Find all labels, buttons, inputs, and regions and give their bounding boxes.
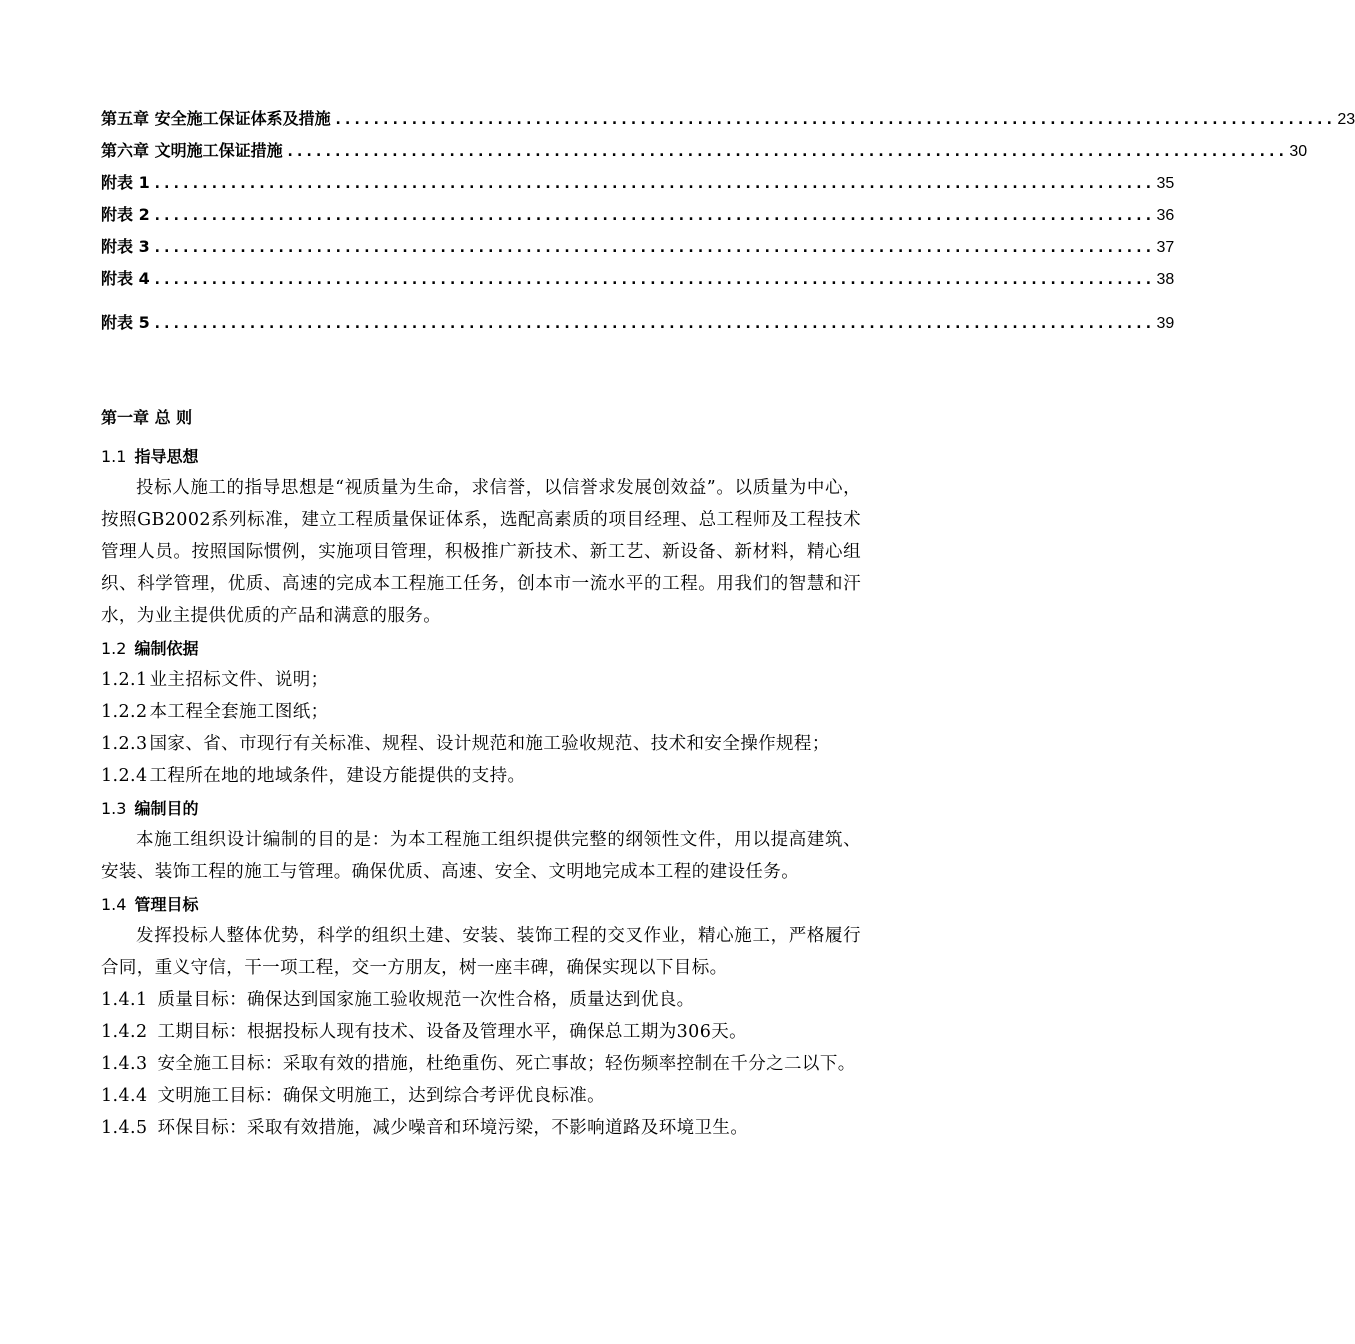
toc-entry[interactable] xyxy=(101,170,1175,202)
item-number: 1.2.2 xyxy=(101,702,148,722)
section-heading xyxy=(101,442,861,472)
list-item xyxy=(101,728,861,760)
toc-leader-dots: ......................................................................................................... xyxy=(152,238,1154,256)
item-number: 1.4.5 xyxy=(101,1118,148,1138)
toc-entry-page: 36 xyxy=(1156,207,1175,224)
item-text: 工期目标：根据投标人现有技术、设备及管理水平，确保总工期为306天。 xyxy=(157,1022,748,1042)
item-text: 文明施工目标：确保文明施工，达到综合考评优良标准。 xyxy=(157,1086,606,1106)
item-number: 1.4.2 xyxy=(101,1022,148,1042)
toc-entry-title: 附表 5 xyxy=(101,313,150,332)
list-item xyxy=(101,1016,861,1048)
table-of-contents xyxy=(101,106,1355,342)
toc-leader-dots: ......................................................................................................... xyxy=(285,142,1287,160)
toc-leader-dots: ......................................................................................................... xyxy=(152,314,1154,332)
toc-entry-page: 23 xyxy=(1337,111,1355,128)
list-item xyxy=(101,1048,861,1080)
list-item xyxy=(101,760,861,792)
section-heading xyxy=(101,890,861,920)
section-title: 编制目的 xyxy=(134,799,199,818)
toc-entry[interactable] xyxy=(101,310,1175,342)
section-title: 指导思想 xyxy=(134,447,199,466)
toc-entry[interactable] xyxy=(101,234,1175,266)
list-item xyxy=(101,984,861,1016)
toc-entry-page: 30 xyxy=(1289,143,1308,160)
toc-entry[interactable] xyxy=(101,106,1355,138)
item-number: 1.4.4 xyxy=(101,1086,148,1106)
item-number: 1.4.3 xyxy=(101,1054,148,1074)
toc-entry-title: 附表 3 xyxy=(101,237,150,256)
section-title: 编制依据 xyxy=(134,639,199,658)
item-number: 1.4.1 xyxy=(101,990,148,1010)
item-text: 安全施工目标：采取有效的措施，杜绝重伤、死亡事故；轻伤频率控制在千分之二以下。 xyxy=(157,1054,856,1074)
toc-entry-page: 38 xyxy=(1156,271,1175,288)
item-text: 质量目标：确保达到国家施工验收规范一次性合格，质量达到优良。 xyxy=(157,990,695,1010)
section-heading xyxy=(101,634,861,664)
item-number: 1.2.3 xyxy=(101,734,148,754)
list-item xyxy=(101,696,861,728)
toc-entry[interactable] xyxy=(101,266,1175,298)
section-number: 1.2 xyxy=(101,639,127,658)
list-item xyxy=(101,1112,861,1144)
paragraph: 投标人施工的指导思想是“视质量为生命，求信誉，以信誉求发展创效益”。以质量为中心，按照GB2002系列标准，建立工程质量保证体系，选配高素质的项目经理、总工程师及工程技术管理人员。按照国际惯例，实施项目管理，积极推广新技术、新工艺、新设备、新材料，精心组织、科学管理，优质、高速的完成本工程施工任务，创本市一流水平的工程。用我们的智慧和汗水，为业主提供优质的产品和满意的服务。 xyxy=(101,478,861,626)
item-text: 工程所在地的地域条件，建设方能提供的支持。 xyxy=(149,766,526,786)
toc-leader-dots: ......................................................................................................... xyxy=(333,110,1335,128)
section-number: 1.4 xyxy=(101,895,127,914)
toc-entry-page: 37 xyxy=(1156,239,1175,256)
toc-entry-page: 39 xyxy=(1156,315,1175,332)
section-title: 管理目标 xyxy=(134,895,199,914)
item-text: 国家、省、市现行有关标准、规程、设计规范和施工验收规范、技术和安全操作规程； xyxy=(149,734,830,754)
document-body xyxy=(101,403,861,1144)
item-text: 环保目标：采取有效措施，减少噪音和环境污梁，不影响道路及环境卫生。 xyxy=(157,1118,749,1138)
toc-entry-title: 附表 4 xyxy=(101,269,150,288)
item-text: 业主招标文件、说明； xyxy=(149,670,329,690)
toc-entry-title: 附表 1 xyxy=(101,173,150,192)
chapter-title: 第一章 总 则 xyxy=(101,408,193,427)
paragraph: 本施工组织设计编制的目的是：为本工程施工组织提供完整的纲领性文件，用以提高建筑、安装、装饰工程的施工与管理。确保优质、高速、安全、文明地完成本工程的建设任务。 xyxy=(101,830,861,882)
toc-leader-dots: ......................................................................................................... xyxy=(152,270,1154,288)
section-heading xyxy=(101,794,861,824)
toc-entry-page: 35 xyxy=(1156,175,1175,192)
toc-entry-title: 第六章 文明施工保证措施 xyxy=(101,141,283,160)
toc-leader-dots: ......................................................................................................... xyxy=(152,206,1154,224)
toc-entry-title: 附表 2 xyxy=(101,205,150,224)
toc-leader-dots: ......................................................................................................... xyxy=(152,174,1154,192)
list-item xyxy=(101,664,861,696)
item-number: 1.2.4 xyxy=(101,766,148,786)
item-number: 1.2.1 xyxy=(101,670,148,690)
list-item xyxy=(101,1080,861,1112)
toc-entry[interactable] xyxy=(101,138,1308,170)
toc-entry[interactable] xyxy=(101,202,1175,234)
item-text: 本工程全套施工图纸； xyxy=(149,702,329,722)
paragraph: 发挥投标人整体优势，科学的组织土建、安装、装饰工程的交叉作业，精心施工，严格履行合同，重义守信，干一项工程，交一方朋友，树一座丰碑，确保实现以下目标。 xyxy=(101,926,861,978)
toc-entry-title: 第五章 安全施工保证体系及措施 xyxy=(101,109,331,128)
section-number: 1.1 xyxy=(101,447,127,466)
section-number: 1.3 xyxy=(101,799,127,818)
